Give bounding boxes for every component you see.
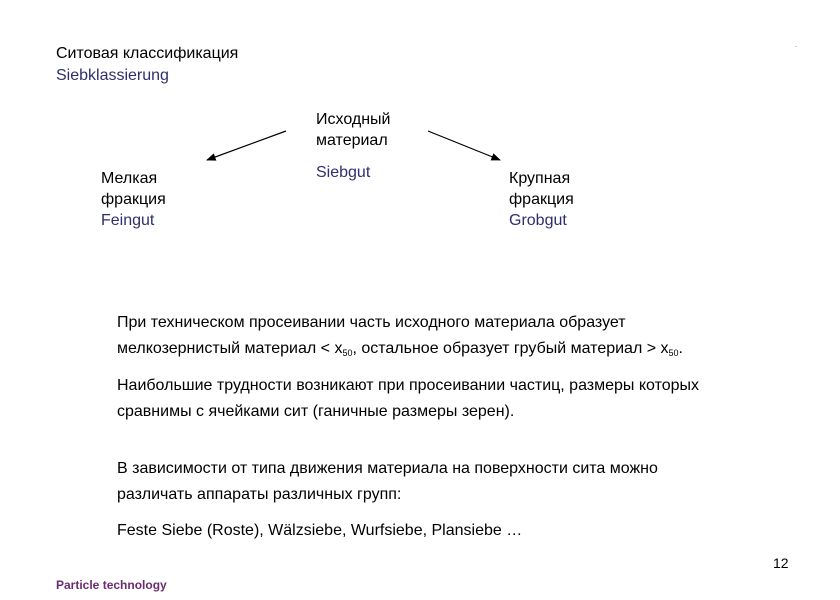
title-russian: Ситовая классификация <box>56 45 239 62</box>
title-german: Siebklassierung <box>56 67 169 84</box>
footer-label: Particle technology <box>56 578 167 592</box>
coarse-fraction-label: Крупная фракция Grobgut <box>509 170 574 229</box>
page-number: 12 <box>773 555 789 571</box>
fine-fraction-label: Мелкая фракция Feingut <box>101 170 166 229</box>
paragraph-sieving-intro: При техническом просеивании часть исходного материала образует мелкозернистый материал < $x_{50}$, остальное образует грубый материал > $x_{50}$. <box>117 314 683 358</box>
paragraph-sieve-types: Feste Siebe (Roste), Wälzsiebe, Wurfsiebe, Plansiebe … <box>117 522 523 539</box>
source-material-german: Siebgut <box>316 164 371 181</box>
arrow-to-fine <box>207 131 286 160</box>
arrow-to-coarse <box>428 131 500 160</box>
paragraph-difficulties: Наибольшие трудности возникают при просеивании частиц, размеры которых сравнимы с ячейками сит (ганичные размеры зерен). <box>117 377 700 420</box>
paragraph-apparatus-groups: В зависимости от типа движения материала на поверхности сита можно различать аппараты различных групп: <box>117 460 658 503</box>
corner-mark: . <box>795 40 798 49</box>
source-material-label: Исходный материал <box>316 111 391 149</box>
